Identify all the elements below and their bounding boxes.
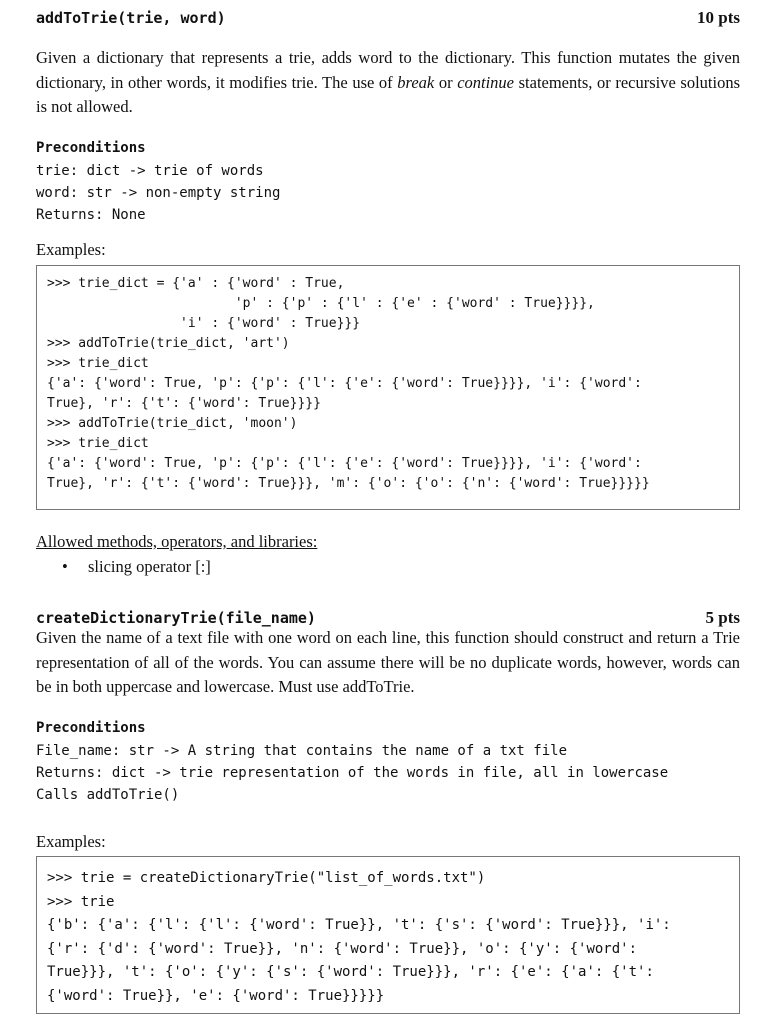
precondition-line: word: str -> non-empty string <box>36 185 281 201</box>
section-header <box>36 8 740 28</box>
example-line: >>> trie_dict <box>47 436 149 451</box>
example-line: 'i' : {'word' : True}}} <box>47 316 361 331</box>
bullet-icon: • <box>62 557 68 576</box>
function-title: addToTrie(trie, word) <box>36 9 226 27</box>
precondition-line: Returns: dict -> trie representation of the words in file, all in lowercase <box>36 765 669 781</box>
example-line: {'a': {'word': True, 'p': {'p': {'l': {'e': {'word': True}}}}, 'i': {'word': <box>47 456 642 471</box>
allowed-heading: Allowed methods, operators, and libraries: <box>36 532 318 551</box>
example-line: >>> trie <box>47 893 115 910</box>
keyword-continue: continue <box>457 72 515 92</box>
example-line: >>> trie_dict <box>47 356 149 371</box>
keyword-break: break <box>397 72 435 92</box>
example-line: {'word': True}}, 'e': {'word': True}}}}} <box>47 987 385 1004</box>
example-line: {'a': {'word': True, 'p': {'p': {'l': {'e': {'word': True}}}}, 'i': {'word': <box>47 376 642 391</box>
precondition-line: trie: dict -> trie of words <box>36 163 264 179</box>
example-line: True}}}, 't': {'o': {'y': {'s': {'word': True}}}, 'r': {'e': {'a': {'t': <box>47 964 654 980</box>
function-description: Given a dictionary that represents a trie, adds word to the dictionary. This function mutates the given dictionary, in other words, it modifies trie. The use of break or continue statements, or recursive solutions is not allowed. <box>36 48 740 116</box>
example-line: True}, 'r': {'t': {'word': True}}}, 'm': {'o': {'o': {'n': {'word': True}}}}} <box>47 476 650 491</box>
example-line: 'p' : {'p' : {'l' : {'e' : {'word' : True}}}}, <box>47 296 595 311</box>
example-line: >>> trie = createDictionaryTrie("list_of_words.txt") <box>47 870 486 886</box>
section-header <box>36 608 740 628</box>
example-line: {'r': {'d': {'word': True}}, 'n': {'word': True}}, 'o': {'y': {'word': <box>47 940 638 957</box>
precondition-line: Returns: None <box>36 207 146 223</box>
precondition-line: Calls addToTrie() <box>36 787 180 803</box>
examples-label: Examples: <box>36 240 106 259</box>
allowed-list-item <box>62 557 211 577</box>
example-line: >>> addToTrie(trie_dict, 'moon') <box>47 416 298 431</box>
example-line: >>> trie_dict = {'a' : {'word' : True, <box>47 276 345 291</box>
allowed-item-label: slicing operator [:] <box>88 557 211 576</box>
function-title: createDictionaryTrie(file_name) <box>36 609 316 627</box>
function-description: Given the name of a text file with one word on each line, this function should construct and return a Trie representation of all of the words. You can assume there will be no duplicate words, however, words can be in both uppercase and lowercase. Must use addToTrie. <box>36 628 740 696</box>
examples-label: Examples: <box>36 832 106 851</box>
preconditions-block <box>36 720 668 806</box>
points-label: 5 pts <box>705 608 740 627</box>
examples-box <box>36 856 740 1014</box>
preconditions-block <box>36 140 280 226</box>
examples-box <box>36 265 740 510</box>
precondition-line: File_name: str -> A string that contains the name of a txt file <box>36 743 568 759</box>
preconditions-heading: Preconditions <box>36 720 146 736</box>
example-line: {'b': {'a': {'l': {'l': {'word': True}}, 't': {'s': {'word': True}}}, 'i': <box>47 917 671 933</box>
example-line: True}, 'r': {'t': {'word': True}}}} <box>47 396 321 411</box>
preconditions-heading: Preconditions <box>36 140 146 156</box>
points-label: 10 pts <box>697 8 740 27</box>
example-line: >>> addToTrie(trie_dict, 'art') <box>47 336 290 351</box>
